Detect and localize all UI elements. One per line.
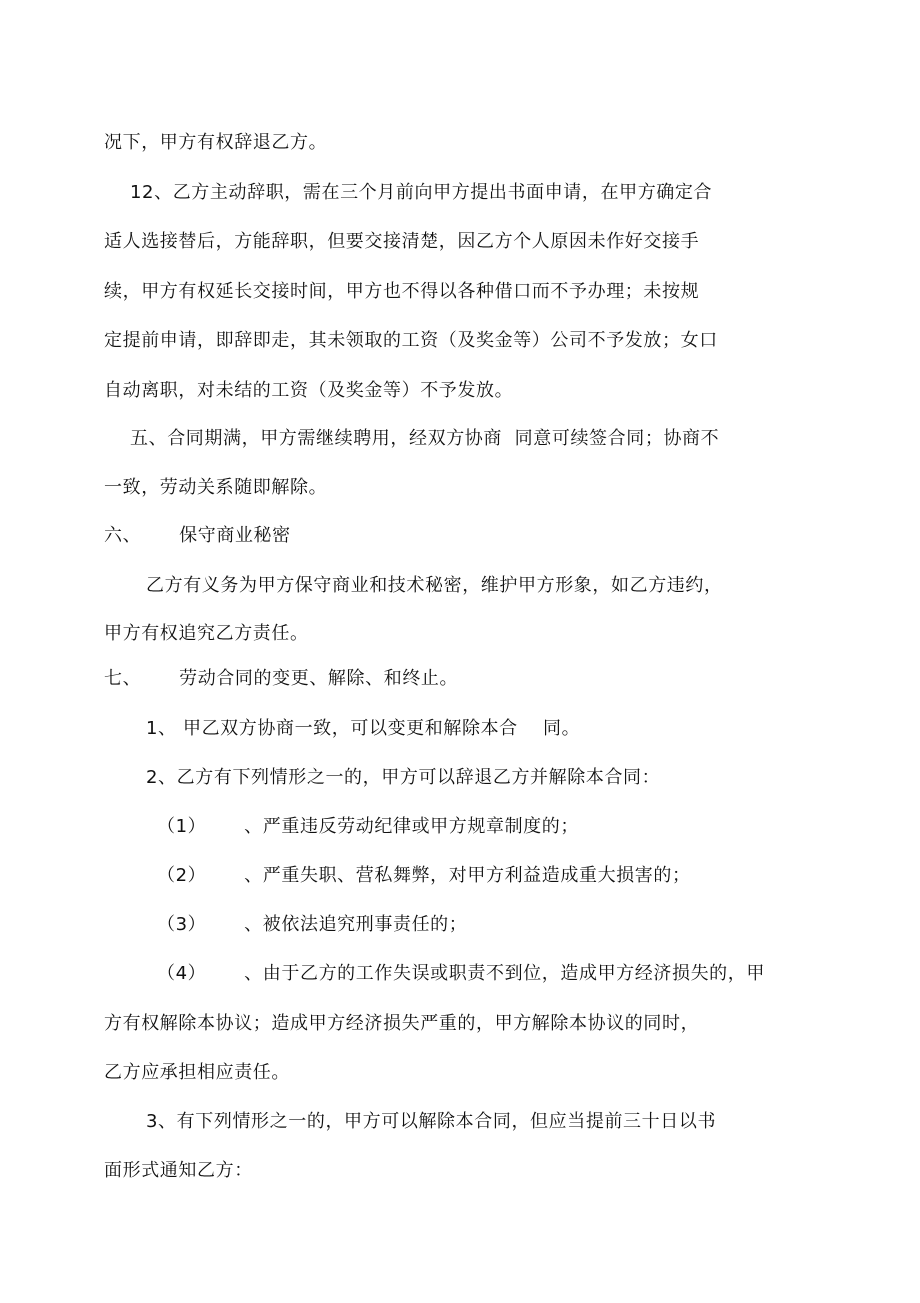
list-item: （2） 、严重失职、营私舞弊，对甲方利益造成重大损害的；: [157, 865, 691, 886]
text-line: 1、 甲乙双方协商一致，可以变更和解除本合 同。: [146, 718, 581, 739]
text-line: 2、乙方有下列情形之一的，甲方可以辞退乙方并解除本合同：: [146, 767, 661, 788]
text-line: 五、合同期满，甲方需继续聘用，经双方协商 同意可续签合同；协商不: [130, 428, 720, 449]
text-line: 自动离职，对未结的工资（及奖金等）不予发放。: [104, 380, 514, 401]
text-line: 方有权解除本协议；造成甲方经济损失严重的，甲方解除本协议的同时，: [104, 1013, 700, 1034]
text-line: 一致，劳动关系随即解除。: [104, 477, 328, 498]
text-line: 续，甲方有权延长交接时间，甲方也不得以各种借口而不予办理；未按规: [104, 281, 700, 302]
text-line: 12、乙方主动辞职，需在三个月前向甲方提出书面申请，在甲方确定合: [130, 182, 713, 203]
list-item: （4） 、由于乙方的工作失误或职责不到位，造成甲方经济损失的，甲: [157, 963, 765, 984]
list-item: （3） 、被依法追究刑事责任的；: [157, 914, 468, 935]
list-item: （1） 、严重违反劳动纪律或甲方规章制度的；: [157, 816, 579, 837]
text-line: 乙方有义务为甲方保守商业和技术秘密，维护甲方形象，如乙方违约，: [146, 575, 723, 596]
text-line: 甲方有权追究乙方责任。: [104, 623, 309, 644]
text-line: 乙方应承担相应责任。: [104, 1062, 290, 1083]
text-line: 定提前申请，即辞即走，其未领取的工资（及奖金等）公司不予发放；女口: [104, 330, 718, 351]
text-line: 面形式通知乙方：: [104, 1160, 253, 1181]
text-line: 3、有下列情形之一的，甲方可以解除本合同，但应当提前三十日以书: [146, 1111, 717, 1132]
text-line: 适人选接替后，方能辞职，但要交接清楚，因乙方个人原因未作好交接手: [104, 231, 700, 252]
text-line: 况下，甲方有权辞退乙方。: [104, 132, 328, 153]
section-heading: 六、 保守商业秘密: [104, 525, 291, 546]
section-heading: 七、 劳动合同的变更、解除、和终止。: [104, 668, 459, 689]
